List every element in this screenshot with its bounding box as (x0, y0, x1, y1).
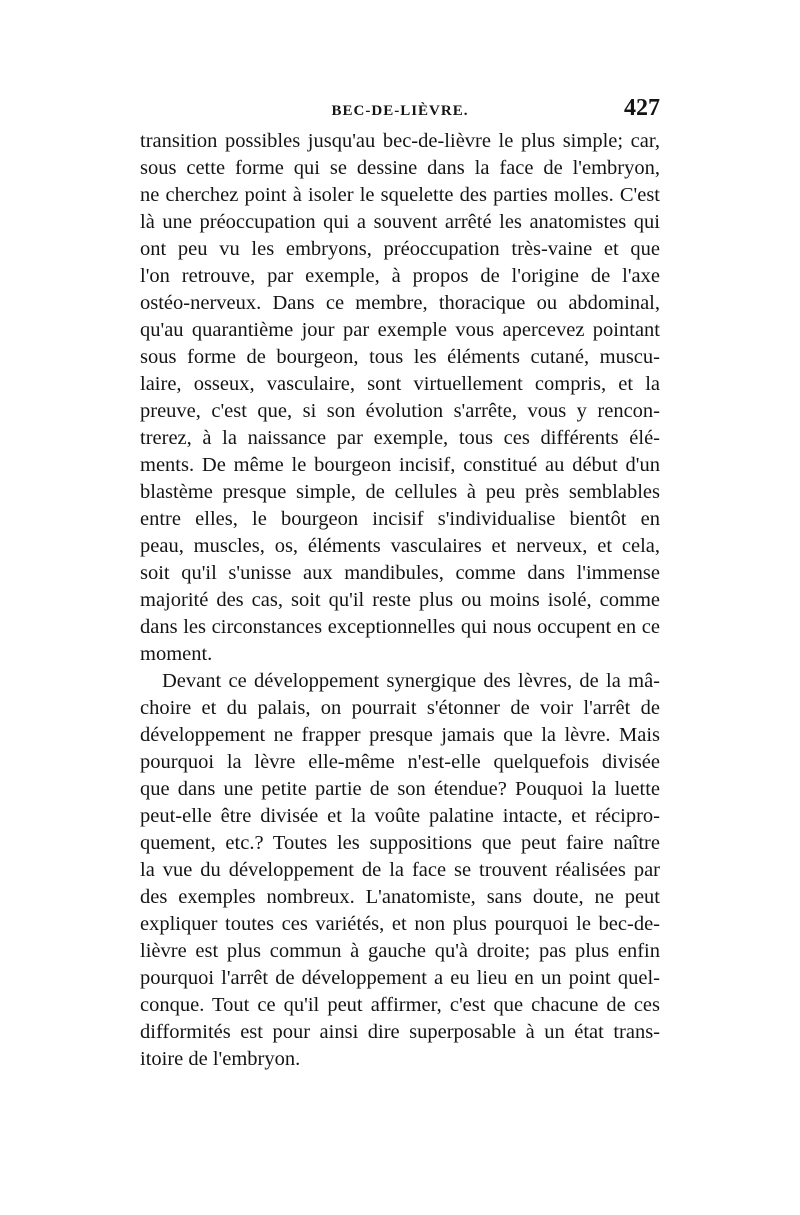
text-line: blastème presque simple, de cellules à peu près semblables (140, 481, 660, 503)
text-line: expliquer toutes ces variétés, et non plus pourquoi le bec-de- (140, 913, 660, 935)
text-line: la vue du développement de la face se trouvent réalisées par (140, 859, 660, 881)
text-line: ostéo-nerveux. Dans ce membre, thoracique ou abdominal, (140, 292, 660, 314)
text-line: choire et du palais, on pourrait s'étonner de voir l'arrêt de (140, 697, 660, 719)
text-line: Devant ce développement synergique des lèvres, de la mâ- (162, 670, 660, 692)
text-line: laire, osseux, vasculaire, sont virtuellement compris, et la (140, 373, 660, 395)
text-line: conque. Tout ce qu'il peut affirmer, c'est que chacune de ces (140, 994, 660, 1016)
text-line: quement, etc.? Toutes les suppositions que peut faire naître (140, 832, 660, 854)
text-line: itoire de l'embryon. (140, 1048, 301, 1070)
running-title: BEC-DE-LIÈVRE. (331, 103, 469, 119)
text-line: que dans une petite partie de son étendue? Pouquoi la luette (140, 778, 660, 800)
text-line: pourquoi la lèvre elle-même n'est-elle quelquefois divisée (140, 751, 660, 773)
paragraph-2 (140, 668, 660, 1073)
text-line: ont peu vu les embryons, préoccupation très-vaine et que (140, 238, 660, 260)
text-line: peau, muscles, os, éléments vasculaires et nerveux, et cela, (140, 535, 660, 557)
text-line: peut-elle être divisée et la voûte palatine intacte, et récipro- (140, 805, 660, 827)
text-line: développement ne frapper presque jamais que la lèvre. Mais (140, 724, 660, 746)
text-line: transition possibles jusqu'au bec-de-lièvre le plus simple; car, (140, 130, 660, 152)
text-line: soit qu'il s'unisse aux mandibules, comme dans l'immense (140, 562, 660, 584)
text-line: lièvre est plus commun à gauche qu'à droite; pas plus enfin (140, 940, 660, 962)
text-line: qu'au quarantième jour par exemple vous apercevez pointant (140, 319, 660, 341)
text-line: difformités est pour ainsi dire superposable à un état trans- (140, 1021, 660, 1043)
text-line: sous forme de bourgeon, tous les éléments cutané, muscu- (140, 346, 660, 368)
text-line: majorité des cas, soit qu'il reste plus ou moins isolé, comme (140, 589, 660, 611)
paragraph-1 (140, 128, 660, 668)
text-line: sous cette forme qui se dessine dans la face de l'embryon, (140, 157, 660, 179)
text-line: entre elles, le bourgeon incisif s'individualise bientôt en (140, 508, 660, 530)
text-line: pourquoi l'arrêt de développement a eu lieu en un point quel- (140, 967, 660, 989)
body-text (140, 128, 660, 1073)
page-header (140, 95, 660, 131)
text-line: des exemples nombreux. L'anatomiste, sans doute, ne peut (140, 886, 660, 908)
text-line: là une préoccupation qui a souvent arrêté les anatomistes qui (140, 211, 660, 233)
text-line: moment. (140, 643, 213, 665)
text-line: ments. De même le bourgeon incisif, constitué au début d'un (140, 454, 660, 476)
text-line: l'on retrouve, par exemple, à propos de l'origine de l'axe (140, 265, 660, 287)
text-line: ne cherchez point à isoler le squelette des parties molles. C'est (140, 184, 660, 206)
page-number: 427 (624, 95, 660, 121)
text-line: preuve, c'est que, si son évolution s'arrête, vous y rencon- (140, 400, 660, 422)
text-line: dans les circonstances exceptionnelles qui nous occupent en ce (140, 616, 660, 638)
text-line: trerez, à la naissance par exemple, tous ces différents élé- (140, 427, 660, 449)
